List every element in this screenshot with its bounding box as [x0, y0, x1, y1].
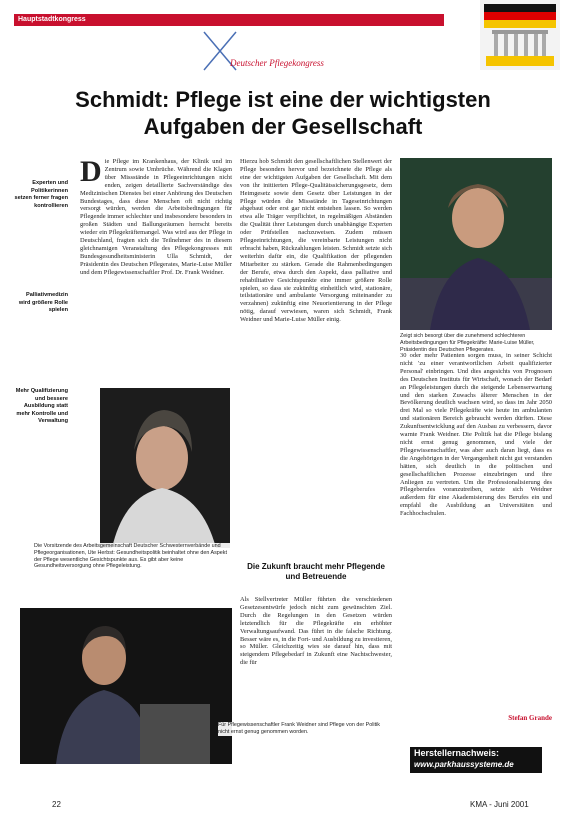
headline — [0, 86, 566, 140]
subhead: Die Zukunft braucht mehr Pflegende und Betreuende — [247, 562, 385, 581]
body-column-2b: Als Stellvertreter Müller führten die verschiedenen Gesetzesentwürfe jedoch nicht zum gewünschten Ziel. Durch die Regelungen in den Gesetzen würden letztendlich für die Pflegekräfte ein erhöhter Verwaltungsaufwand. Das führt in die falsche Richtung. Besser wäre es, in die Fort- und Ausbildung zu investieren, so Müller. Gleichzeitig wies sie darauf hin, dass mit steigendem Pflegebedarf in Zukunft eine Nachtschwester, die für — [240, 596, 392, 667]
section-label: Hauptstadtkongress — [18, 16, 86, 23]
body-column-1 — [80, 158, 232, 382]
author-signature: Stefan Grande — [508, 714, 552, 722]
photo-marie-luise-mueller — [400, 158, 552, 330]
headline-line-1: Schmidt: Pflege ist eine der wichtigsten — [75, 87, 491, 112]
dropcap: D — [80, 158, 102, 188]
pull-quote-2: Palliativmedizin wird größere Rolle spielen — [18, 292, 68, 313]
headline-line-2: Aufgaben der Gesellschaft — [143, 114, 423, 139]
herstellernachweis-label: Herstellernachweis: — [414, 748, 500, 758]
issue-label: KMA - Juni 2001 — [470, 800, 529, 809]
pull-quote-3: Mehr Qualifizierung und bessere Ausbildung statt mehr Kontrolle und Verwaltung — [15, 388, 68, 424]
herstellernachweis-box — [410, 747, 542, 773]
photo-frank-weidner — [20, 608, 232, 764]
photo-ute-herbst — [100, 388, 230, 548]
section-bar — [14, 14, 444, 26]
page-number: 22 — [52, 800, 61, 809]
portrait-image-icon — [400, 158, 552, 330]
caption-middle-left: Die Vorsitzende des Arbeitsgemeinschaft Deutscher Schwesternverbände und Pflegeorganisationen, Ute Herbst: Gesundheitspolitik beinhaltet ohne den Aspekt der Pflege wesentliche Gesichtspunkte aus. Es gibt aber keine Gesundheitsversorgung ohne Pflegeleistung. — [34, 543, 232, 570]
herstellernachweis-url[interactable]: www.parkhaussysteme.de — [414, 760, 514, 769]
body-column-1-text: ie Pflege im Krankenhaus, der Klinik und im Zentrum sowie Umbrüche. Während die Klagen über Missstände in Pflegeeinrichtungen nicht enden, zeigen detaillierte Sachverständige des Medizinischen Dienstes bei einer Anhörung des Deutschen Bundestages, dass diese Menschen oft nicht richtig versorgt würden, werden die Arbeitsbedingungen für Pflegende immer schlechter und insbesondere besonders in großen Städten und Ballungsräumen herrscht bereits wieder ein Pflegekräftemangel. Was wird aus der Pflege in Deutschland, fragten sich die Teilnehmer des in diesem gleichnamigen Veranstaltung des Pflegekongresses mit Bundesgesundheitsministerin Ulla Schmidt, der Präsidentin des Deutschen Pflegerates, Marie-Luise Müller und dem Pflegewissenschaftler Prof. Dr. Frank Weidner. — [80, 158, 232, 276]
pull-quote-1: Experten und Politikerinnen setzen ferner fragen kontrollieren — [14, 180, 68, 209]
portrait-image-icon — [100, 388, 230, 548]
kicker: Deutscher Pflegekongress — [230, 58, 324, 68]
body-column-3: 30 oder mehr Patienten sorgen muss, in seiner Schicht nicht 'zu einer verantwortlichen Arbeit qualifizierter Personal' einbringen. Und dies angesichts von Prognosen des Deutschen Instituts für Wirtschaft, wonach der Bedarf an Pflegeleistungen durch die steigende Lebenserwartung und den starken Zuwachs älterer Menschen in der Bevölkerung deutlich wachsen wird, so dass im Jahr 2050 drei Mal so viele Pflegekräfte wie heute im ambulanten und stationären Bereich gebraucht werden dürften. Diese Zukunftsentwicklung auf den Ausbau zu verbessern, davor warnte Frank Weidner. Die Politik hat die Pflege bislang nicht ernst genug genommen, und viele der Pflegewissenschaftler, was aber auch daran liegt, dass es die Angehörigen in der Vergangenheit nicht gut verstanden hätten, sich deutlich in die politischen und gesellschaftlichen Prozesse einzubringen und ihre Anliegen zu vertreten. Um die Professionalisierung des Pflegeberufes voranzutreiben, setzte sich Weidner außerdem für eine Akademisierung des Berufes ein und empfahl die Ausbildung an Universitäten und Fachhochschulen. — [400, 352, 552, 518]
body-column-2: Hierzu hob Schmidt den gesellschaftlichen Stellenwert der Pflege besonders hervor und bezeichnete die Pflege als eine der wichtigsten Aufgaben der Gesellschaft. Mit dem von ihr initiierten Pflege-Qualitätssicherungsgesetz, dem Heimgesetz sowie dem Gesetz über Leistungen in der Pflege würden die Missstände in Tageseinrichtungen abgebaut oder erst gar nicht entstehen lassen. So werden etwa alle Träger verpflichtet, in regelmäßigen Abständen die Qualität ihrer Leistungen durch unabhängige Experten oder Prüfstellen nachzuweisen. Zudem müssen Pflegeeinrichtungen, die vereinbarte Leistungen nicht erbracht haben, Rückzahlungen leisten. Schmidt setzte sich weiterhin dafür ein, die Qualifikation der pflegenden Mitarbeiter zu stärken. Gerade die Rahmenbedingungen der Berufe, etwa durch den Aspekt, dass palliative und rehabilitative Gesichtspunkte eine immer größere Rolle spielen, so dass sie zukünftig einheitlich wird, stationäre, teilstationäre und ambulante Versorgung miteinander zu verzahnen) zukünftig eine Neuorientierung in der Pflege nötig, darauf verwiesen, waren sich Schmidt, Frank Weidner und Marie-Luise Müller einig. — [240, 158, 392, 324]
caption-top-right: Zeigt sich besorgt über die zunehmend schlechteren Arbeitsbedingungen für Pflegekräfte: Marie-Luise Müller, Präsidentin des Deutschen Pflegerates. — [400, 333, 535, 353]
caption-bottom-left: Für Pflegewissenschaftler Frank Weidner sind Pflege von der Politik nicht ernst genug genommen worden. — [218, 722, 390, 736]
congress-logo-icon — [480, 0, 560, 70]
portrait-image-icon — [20, 608, 232, 764]
